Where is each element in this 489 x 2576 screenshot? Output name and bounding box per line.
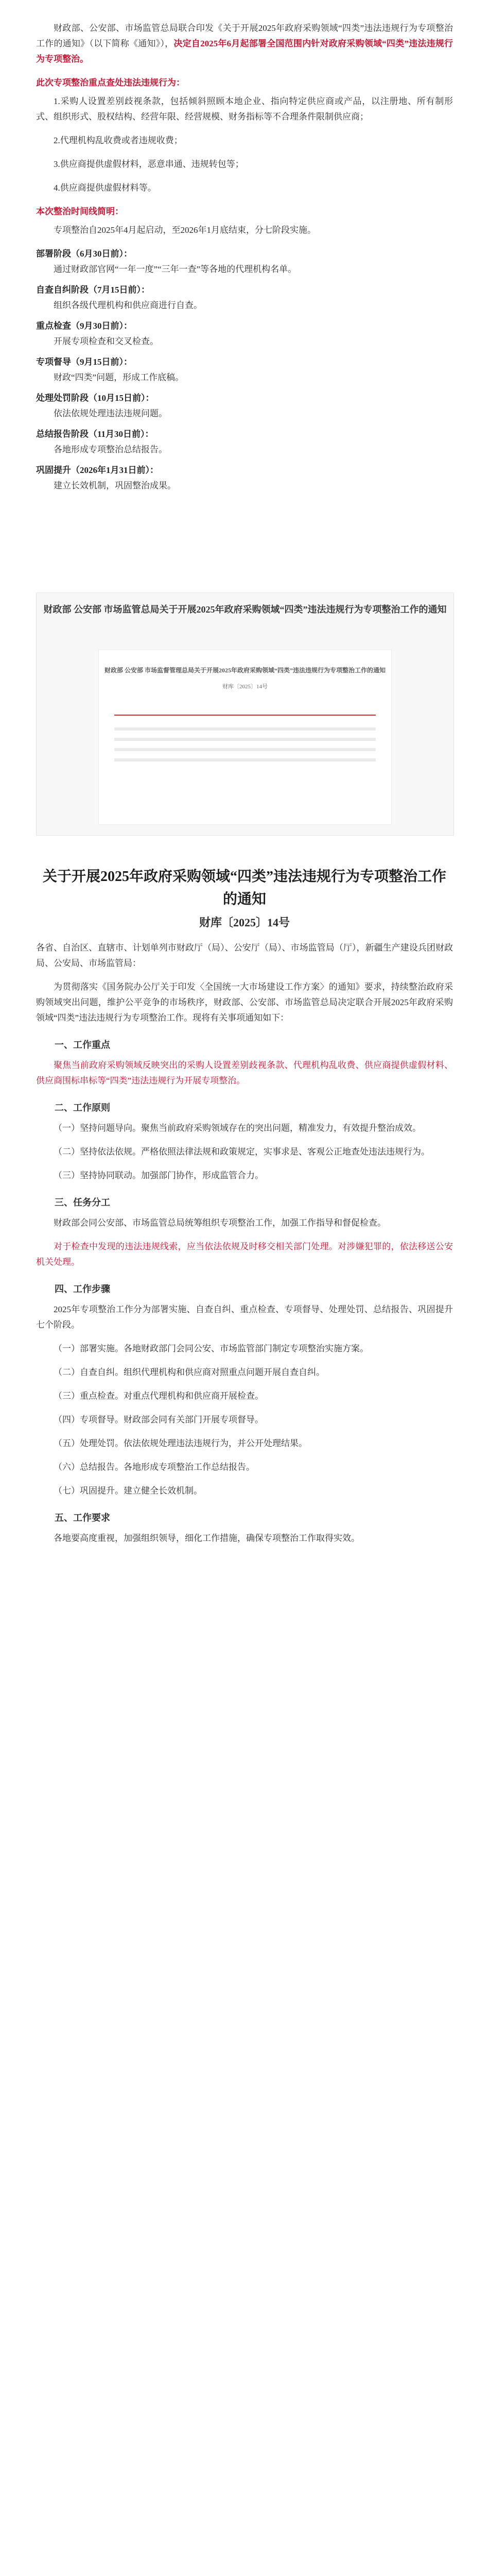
phase-name: 处理处罚阶段（10月15日前）： bbox=[36, 393, 154, 403]
notice-paragraph: 各地要高度重视，加强组织领导，细化工作措施，确保专项整治工作取得实效。 bbox=[54, 1533, 360, 1543]
scan-caption: 财政部 公安部 市场监管总局关于开展2025年政府采购领域“四类”违法违规行为专项整治工作的通知 bbox=[43, 604, 447, 615]
focus-item: 4.供应商提供虚假材料等。 bbox=[54, 183, 156, 193]
notice-paragraph: 为贯彻落实《国务院办公厅关于印发〈全国统一大市场建设工作方案〉的通知》要求，持续整治政府采购领域突出问题，维护公平竞争的市场秩序，财政部、公安部、市场监管总局决定联合开展2025年政府采购领域“四类”违法违规行为专项整治工作。现将有关事项通知如下： bbox=[36, 982, 453, 1023]
phase bbox=[36, 282, 453, 313]
section-heading: 四、工作步骤 bbox=[55, 1284, 110, 1294]
focus-item: 3.供应商提供虚假材料，恶意串通、违规转包等； bbox=[54, 159, 244, 169]
step-item: （三）重点检查。对重点代理机构和供应商开展检查。 bbox=[54, 1391, 264, 1401]
phase-desc: 开展专项检查和交叉检查。 bbox=[54, 336, 159, 346]
intro-section bbox=[36, 21, 453, 494]
notice-title: 关于开展2025年政府采购领域“四类”违法违规行为专项整治工作的通知 bbox=[42, 869, 446, 907]
step-item: （七）巩固提升。建立健全长效机制。 bbox=[54, 1486, 202, 1496]
notice-document bbox=[36, 866, 453, 1554]
phase bbox=[36, 246, 453, 277]
section-heading: 二、工作原则 bbox=[55, 1103, 110, 1113]
phase bbox=[36, 463, 453, 494]
phase-desc: 组织各级代理机构和供应商进行自查。 bbox=[54, 300, 202, 310]
notice-paragraph-highlight: 聚焦当前政府采购领域反映突出的采购人设置差别歧视条款、代理机构乱收费、供应商提供虚假材料、供应商围标串标等“四类”违法违规行为开展专项整治。 bbox=[36, 1060, 453, 1086]
phase-desc: 依法依规处理违法违规问题。 bbox=[54, 409, 167, 418]
phase-desc: 建立长效机制，巩固整治成果。 bbox=[54, 481, 176, 490]
step-item: （四）专项督导。财政部会同有关部门开展专项督导。 bbox=[54, 1415, 264, 1425]
phase-desc: 通过财政部官网“一年一度”“三年一查”等各地的代理机构名单。 bbox=[54, 264, 297, 274]
step-item: （二）自查自纠。组织代理机构和供应商对照重点问题开展自查自纠。 bbox=[54, 1367, 325, 1377]
scan-text-line bbox=[114, 738, 376, 741]
focus-item: 2.代理机构乱收费或者违规收费； bbox=[54, 135, 183, 145]
phase bbox=[36, 427, 453, 457]
scan-red-rule bbox=[114, 715, 376, 716]
phase bbox=[36, 391, 453, 421]
section-heading: 三、任务分工 bbox=[55, 1197, 110, 1208]
phase bbox=[36, 354, 453, 385]
focus-heading: 此次专项整治重点查处违法违规行为： bbox=[36, 78, 185, 88]
phase-name: 总结报告阶段（11月30日前）： bbox=[36, 429, 154, 439]
phase-desc: 各地形成专项整治总结报告。 bbox=[54, 445, 167, 454]
phase-name: 巩固提升（2026年1月31日前）： bbox=[36, 465, 159, 475]
notice-paragraph-highlight: 对于检查中发现的违法违规线索，应当依法依规及时移交相关部门处理。对涉嫌犯罪的，依法移送公安机关处理。 bbox=[36, 1242, 453, 1267]
notice-number: 财库〔2025〕14号 bbox=[199, 916, 290, 929]
intro-lead-highlight: 决定自2025年6月起部署全国范围内针对政府采购领域“四类”违法违规行为专项整治。 bbox=[36, 39, 453, 64]
step-item: （一）部署实施。各地财政部门会同公安、市场监管部门制定专项整治实施方案。 bbox=[54, 1344, 369, 1353]
phase bbox=[36, 318, 453, 349]
timeline-heading: 本次整治时间线简明： bbox=[36, 207, 124, 216]
scan-text-line bbox=[114, 727, 376, 731]
intro-lead: 财政部、公安部、市场监管总局联合印发《关于开展2025年政府采购领域“四类”违法违规行为专项整治工作的通知》（以下简称《通知》），决定自2025年6月起部署全国范围内针对政府采购领域“四类”违法违规行为专项整治。 bbox=[36, 23, 453, 64]
phase-name: 部署阶段（6月30日前）： bbox=[36, 249, 132, 259]
phase-name: 自查自纠阶段（7月15日前）： bbox=[36, 285, 150, 295]
scan-page bbox=[98, 650, 392, 825]
scan-text-line bbox=[114, 748, 376, 751]
section-heading: 五、工作要求 bbox=[55, 1513, 110, 1523]
scan-text-line bbox=[114, 758, 376, 761]
phase-name: 重点检查（9月30日前）： bbox=[36, 321, 132, 331]
focus-item: 1.采购人设置差别歧视条款，包括倾斜照顾本地企业、指向特定供应商或产品，以注册地、所有制形式、组织形式、股权结构、经营年限、经营规模、财务指标等不合理条件限制供应商； bbox=[36, 96, 453, 122]
step-item: （六）总结报告。各地形成专项整治工作总结报告。 bbox=[54, 1462, 255, 1472]
document-scan-image bbox=[36, 592, 454, 836]
notice-paragraph: （二）坚持依法依规。严格依照法律法规和政策规定，实事求是、客观公正地查处违法违规行为。 bbox=[54, 1147, 430, 1157]
notice-paragraph: 2025年专项整治工作分为部署实施、自查自纠、重点检查、专项督导、处理处罚、总结报告、巩固提升七个阶段。 bbox=[36, 1304, 453, 1330]
scan-inner-title: 财政部 公安部 市场监督管理总局关于开展2025年政府采购领域“四类”违法违规行为专项整治工作的通知 bbox=[104, 667, 386, 674]
phase-name: 专项督导（9月15日前）： bbox=[36, 357, 132, 367]
notice-paragraph: 财政部会同公安部、市场监管总局统筹组织专项整治工作，加强工作指导和督促检查。 bbox=[54, 1218, 386, 1228]
notice-paragraph: （一）坚持问题导向。聚焦当前政府采购领域存在的突出问题，精准发力，有效提升整治成效。 bbox=[54, 1123, 421, 1133]
timeline-intro: 专项整治自2025年4月起启动，至2026年1月底结束，分七阶段实施。 bbox=[54, 225, 316, 235]
notice-paragraph: （三）坚持协同联动。加强部门协作，形成监管合力。 bbox=[54, 1171, 264, 1180]
phase-desc: 财政“四类”问题，形成工作底稿。 bbox=[54, 372, 184, 382]
notice-addressee: 各省、自治区、直辖市、计划单列市财政厅（局）、公安厅（局）、市场监管局（厅），新疆生产建设兵团财政局、公安局、市场监管局： bbox=[36, 943, 453, 968]
section-heading: 一、工作重点 bbox=[55, 1040, 110, 1050]
step-item: （五）处理处罚。依法依规处理违法违规行为，并公开处理结果。 bbox=[54, 1438, 307, 1448]
scan-inner-number: 财库〔2025〕14号 bbox=[222, 684, 268, 690]
